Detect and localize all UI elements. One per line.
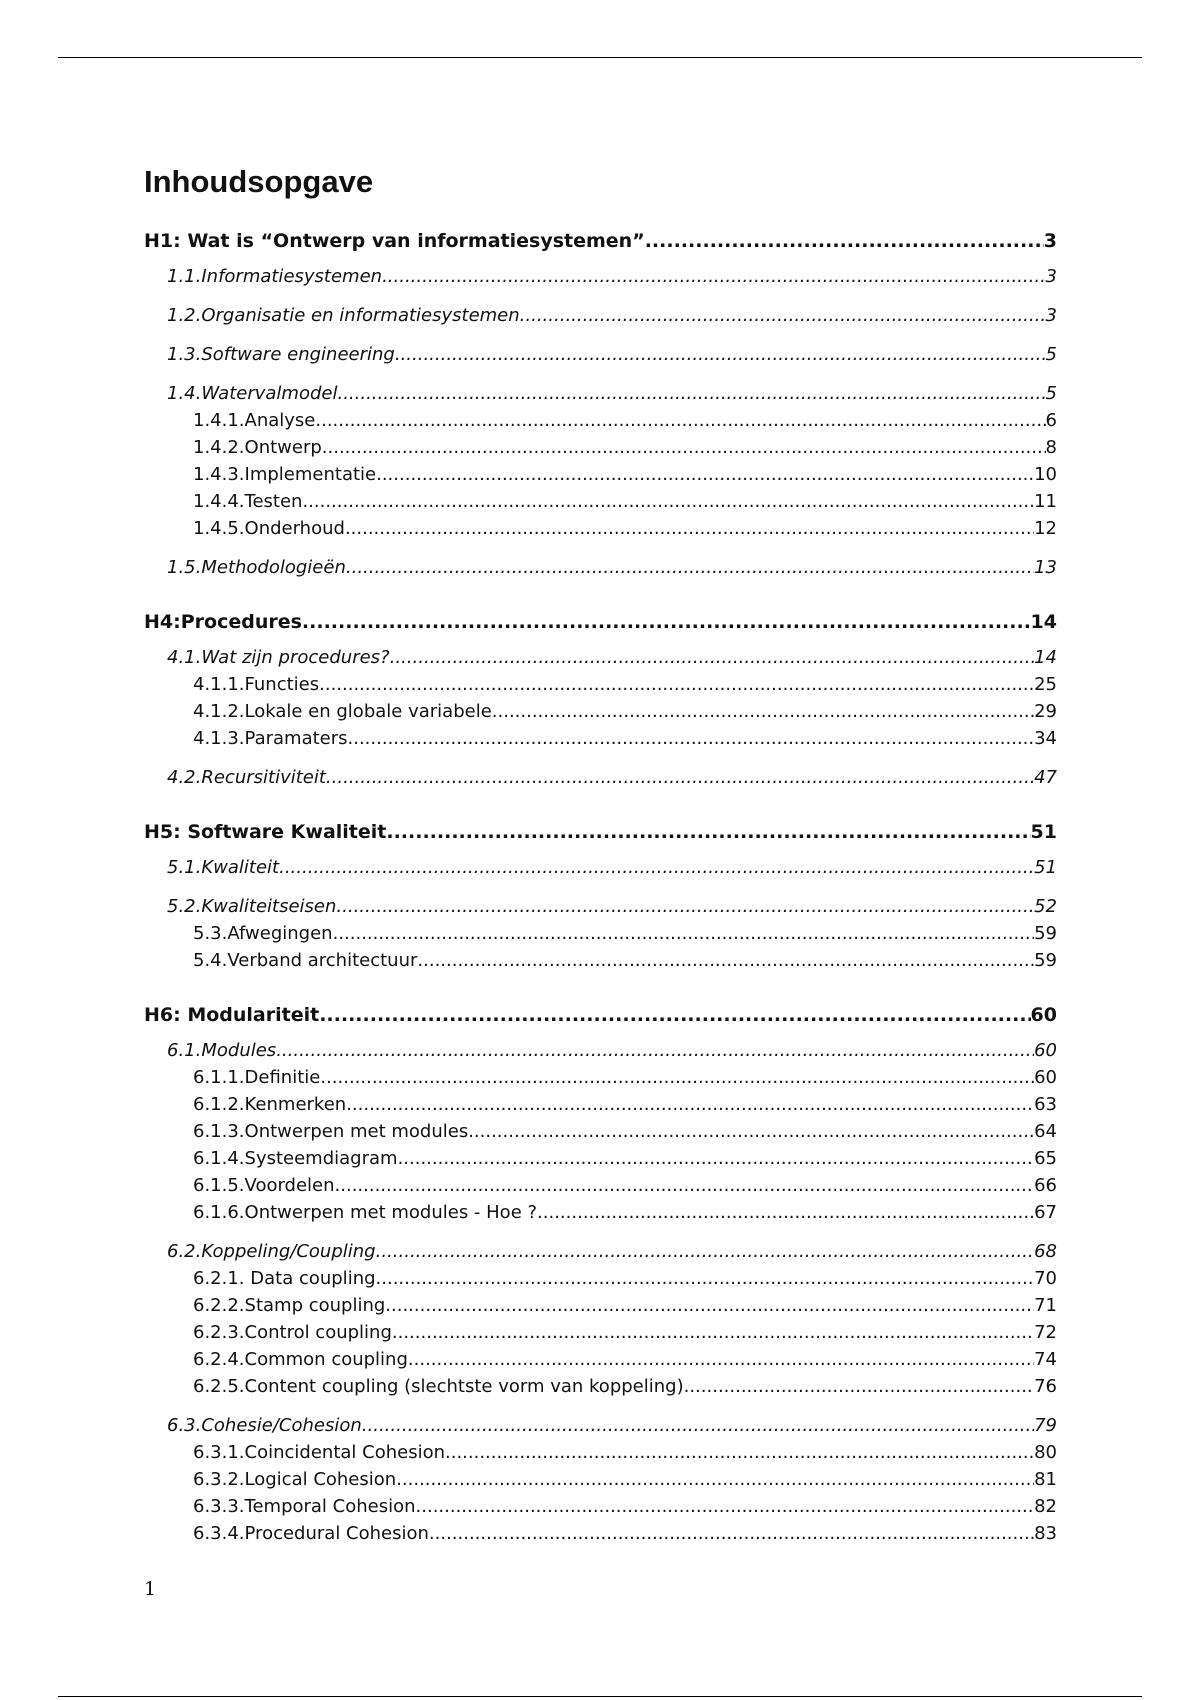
toc-entry-page: 80 xyxy=(1034,1442,1057,1463)
toc-subsection[interactable] xyxy=(144,410,1057,437)
toc-subsection[interactable] xyxy=(144,728,1057,755)
toc-leader-dots xyxy=(684,1376,1034,1397)
toc-entry-label: 1.3.Software engineering xyxy=(167,344,395,365)
page-number: 1 xyxy=(144,1578,157,1600)
toc-entry-page: 59 xyxy=(1034,923,1057,944)
toc-leader-dots xyxy=(492,701,1034,722)
toc-entry-page: 3 xyxy=(1043,230,1057,252)
toc-entry-page: 60 xyxy=(1034,1040,1057,1061)
toc-entry-label: 1.4.1.Analyse xyxy=(193,410,316,431)
toc-subsection[interactable] xyxy=(144,1469,1057,1496)
toc-entry-page: 70 xyxy=(1034,1268,1057,1289)
toc-entry-label: 6.2.4.Common coupling xyxy=(193,1349,408,1370)
toc-chapter[interactable] xyxy=(144,821,1057,847)
toc-leader-dots xyxy=(302,491,1034,512)
toc-leader-dots xyxy=(416,1496,1035,1517)
toc-entry-label: 4.1.Wat zijn procedures? xyxy=(167,647,390,668)
toc-entry-page: 60 xyxy=(1034,1067,1057,1088)
toc-entry-label: 4.1.2.Lokale en globale variabele xyxy=(193,701,492,722)
toc-entry-label: 5.1.Kwaliteit xyxy=(167,857,280,878)
toc-leader-dots xyxy=(345,518,1034,539)
toc-entry-label: 5.4.Verband architectuur xyxy=(193,950,418,971)
toc-entry-label: 6.1.4.Systeemdiagram xyxy=(193,1148,398,1169)
toc-subsection[interactable] xyxy=(144,437,1057,464)
toc-section[interactable] xyxy=(144,266,1057,293)
toc-entry-page: 11 xyxy=(1034,491,1057,512)
toc-entry-label: 6.2.Koppeling/Coupling xyxy=(167,1241,376,1262)
toc-entry-label: 6.2.3.Control coupling xyxy=(193,1322,392,1343)
toc-entry-page: 71 xyxy=(1034,1295,1057,1316)
toc-entry-page: 81 xyxy=(1034,1469,1057,1490)
toc-entry-page: 52 xyxy=(1034,896,1057,917)
toc-entry-page: 66 xyxy=(1034,1175,1057,1196)
toc-entry-label: 1.2.Organisatie en informatiesystemen xyxy=(167,305,520,326)
toc-entry-label: H5: Software Kwaliteit xyxy=(144,821,387,843)
toc-entry-label: 4.2.Recursitiviteit xyxy=(167,767,326,788)
toc-entry-page: 64 xyxy=(1034,1121,1057,1142)
toc-entry-page: 65 xyxy=(1034,1148,1057,1169)
toc-leader-dots xyxy=(392,1322,1034,1343)
toc-entry-label: 1.4.3.Implementatie xyxy=(193,464,377,485)
toc-leader-dots xyxy=(429,1523,1034,1544)
toc-subsection[interactable] xyxy=(144,1094,1057,1121)
toc-entry-page: 76 xyxy=(1034,1376,1057,1397)
toc-entry-page: 13 xyxy=(1034,557,1057,578)
toc-entry-label: 6.1.1.Definitie xyxy=(193,1067,321,1088)
toc-entry-label: 1.4.4.Testen xyxy=(193,491,303,512)
page-title: Inhoudsopgave xyxy=(144,164,374,199)
toc-entry-label: 6.1.6.Ontwerpen met modules - Hoe ? xyxy=(193,1202,538,1223)
toc-leader-dots xyxy=(336,896,1034,917)
toc-entry-label: 1.4.5.Onderhoud xyxy=(193,518,345,539)
toc-chapter[interactable] xyxy=(144,611,1057,637)
toc-subsection[interactable] xyxy=(144,1442,1057,1469)
toc-subsection[interactable] xyxy=(144,1202,1057,1229)
toc-entry-label: 6.3.Cohesie/Cohesion xyxy=(167,1415,362,1436)
toc-leader-dots xyxy=(346,557,1034,578)
toc-entry-page: 10 xyxy=(1034,464,1057,485)
toc-subsection[interactable] xyxy=(144,518,1057,545)
toc-entry-label: 6.3.1.Coincidental Cohesion xyxy=(193,1442,445,1463)
toc-leader-dots xyxy=(417,950,1034,971)
toc-leader-dots xyxy=(398,1148,1035,1169)
toc-entry-page: 79 xyxy=(1034,1415,1057,1436)
toc-subsection[interactable] xyxy=(144,923,1057,950)
toc-entry-label: 6.1.5.Voordelen xyxy=(193,1175,335,1196)
toc-entry-page: 12 xyxy=(1034,518,1057,539)
toc-chapter[interactable] xyxy=(144,1004,1057,1030)
toc-entry-label: 6.2.2.Stamp coupling xyxy=(193,1295,386,1316)
toc-entry-page: 14 xyxy=(1030,611,1057,633)
toc-entry-label: H6: Modulariteit xyxy=(144,1004,320,1026)
toc-entry-label: H4:Procedures xyxy=(144,611,302,633)
toc-entry-label: 6.1.Modules xyxy=(167,1040,277,1061)
toc-entry-page: 5 xyxy=(1045,383,1057,404)
toc-entry-label: 1.4.2.Ontwerp xyxy=(193,437,322,458)
toc-subsection[interactable] xyxy=(144,1148,1057,1175)
toc-subsection[interactable] xyxy=(144,1322,1057,1349)
toc-entry-page: 8 xyxy=(1045,437,1057,458)
toc-subsection[interactable] xyxy=(144,1067,1057,1094)
toc-subsection[interactable] xyxy=(144,1121,1057,1148)
toc-entry-page: 51 xyxy=(1034,857,1057,878)
toc-chapter[interactable] xyxy=(144,230,1057,256)
toc-leader-dots xyxy=(319,1004,1030,1026)
toc-section[interactable] xyxy=(144,383,1057,410)
toc-entry-page: 74 xyxy=(1034,1349,1057,1370)
toc-subsection[interactable] xyxy=(144,1523,1057,1550)
toc-subsection[interactable] xyxy=(144,950,1057,977)
toc-section[interactable] xyxy=(144,857,1057,884)
toc-subsection[interactable] xyxy=(144,701,1057,728)
footer-rule xyxy=(58,1696,1142,1697)
toc-leader-dots xyxy=(468,1121,1034,1142)
toc-entry-page: 29 xyxy=(1034,701,1057,722)
toc-entry-page: 59 xyxy=(1034,950,1057,971)
toc-leader-dots xyxy=(386,821,1030,843)
toc-leader-dots xyxy=(396,1469,1034,1490)
toc-leader-dots xyxy=(335,1175,1035,1196)
toc-section[interactable] xyxy=(144,557,1057,584)
toc-entry-page: 3 xyxy=(1045,305,1057,326)
toc-entry-label: 1.1.Informatiesystemen xyxy=(167,266,383,287)
toc-leader-dots xyxy=(645,230,1044,252)
toc-entry-label: 6.3.3.Temporal Cohesion xyxy=(193,1496,416,1517)
toc-leader-dots xyxy=(537,1202,1034,1223)
toc-leader-dots xyxy=(445,1442,1034,1463)
toc-entry-page: 72 xyxy=(1034,1322,1057,1343)
toc-entry-page: 67 xyxy=(1034,1202,1057,1223)
toc-entry-page: 51 xyxy=(1030,821,1057,843)
toc-entry-page: 63 xyxy=(1034,1094,1057,1115)
toc-entry-label: 4.1.3.Paramaters xyxy=(193,728,348,749)
toc-entry-label: 6.3.2.Logical Cohesion xyxy=(193,1469,397,1490)
toc-section[interactable] xyxy=(144,344,1057,371)
toc-entry-page: 14 xyxy=(1034,647,1057,668)
toc-entry-page: 83 xyxy=(1034,1523,1057,1544)
toc-leader-dots xyxy=(302,611,1031,633)
toc-section[interactable] xyxy=(144,767,1057,794)
toc-entry-page: 6 xyxy=(1045,410,1057,431)
toc-section[interactable] xyxy=(144,1241,1057,1268)
toc-subsection[interactable] xyxy=(144,464,1057,491)
toc-leader-dots xyxy=(385,1295,1034,1316)
toc-entry-label: 1.4.Watervalmodel xyxy=(167,383,338,404)
toc-subsection[interactable] xyxy=(144,1496,1057,1523)
table-of-contents xyxy=(144,230,1057,1550)
toc-entry-page: 5 xyxy=(1045,344,1057,365)
toc-leader-dots xyxy=(337,383,1045,404)
toc-leader-dots xyxy=(276,1040,1034,1061)
toc-entry-label: H1: Wat is “Ontwerp van informatiesystemen” xyxy=(144,230,645,252)
toc-entry-label: 6.3.4.Procedural Cohesion xyxy=(193,1523,429,1544)
toc-leader-dots xyxy=(319,674,1034,695)
toc-leader-dots xyxy=(346,1094,1034,1115)
toc-leader-dots xyxy=(376,1268,1035,1289)
toc-section[interactable] xyxy=(144,896,1057,923)
toc-entry-label: 5.3.Afwegingen xyxy=(193,923,333,944)
toc-entry-label: 6.1.2.Kenmerken xyxy=(193,1094,347,1115)
toc-entry-page: 25 xyxy=(1034,674,1057,695)
toc-leader-dots xyxy=(333,923,1035,944)
toc-entry-label: 6.2.5.Content coupling (slechtste vorm van koppeling) xyxy=(193,1376,684,1397)
toc-entry-label: 1.5.Methodologieën xyxy=(167,557,346,578)
toc-subsection[interactable] xyxy=(144,1376,1057,1403)
header-rule xyxy=(58,57,1142,58)
toc-leader-dots xyxy=(348,728,1035,749)
toc-leader-dots xyxy=(315,410,1045,431)
toc-entry-label: 6.1.3.Ontwerpen met modules xyxy=(193,1121,469,1142)
toc-leader-dots xyxy=(362,1415,1034,1436)
toc-subsection[interactable] xyxy=(144,491,1057,518)
toc-subsection[interactable] xyxy=(144,1349,1057,1376)
toc-entry-page: 47 xyxy=(1034,767,1057,788)
toc-entry-page: 34 xyxy=(1034,728,1057,749)
toc-section[interactable] xyxy=(144,305,1057,332)
toc-entry-label: 5.2.Kwaliteitseisen xyxy=(167,896,337,917)
toc-leader-dots xyxy=(322,437,1046,458)
toc-leader-dots xyxy=(376,464,1034,485)
toc-leader-dots xyxy=(320,1067,1034,1088)
toc-leader-dots xyxy=(326,767,1034,788)
toc-subsection[interactable] xyxy=(144,1268,1057,1295)
toc-leader-dots xyxy=(408,1349,1034,1370)
toc-entry-page: 60 xyxy=(1030,1004,1057,1026)
toc-leader-dots xyxy=(376,1241,1034,1262)
toc-leader-dots xyxy=(395,344,1046,365)
toc-entry-page: 82 xyxy=(1034,1496,1057,1517)
toc-leader-dots xyxy=(279,857,1034,878)
toc-entry-label: 6.2.1. Data coupling xyxy=(193,1268,376,1289)
toc-subsection[interactable] xyxy=(144,1295,1057,1322)
toc-leader-dots xyxy=(390,647,1034,668)
toc-subsection[interactable] xyxy=(144,1175,1057,1202)
toc-leader-dots xyxy=(382,266,1045,287)
toc-leader-dots xyxy=(520,305,1046,326)
toc-entry-page: 68 xyxy=(1034,1241,1057,1262)
toc-entry-label: 4.1.1.Functies xyxy=(193,674,320,695)
toc-section[interactable] xyxy=(144,1415,1057,1442)
toc-section[interactable] xyxy=(144,647,1057,674)
toc-subsection[interactable] xyxy=(144,674,1057,701)
toc-entry-page: 3 xyxy=(1045,266,1057,287)
toc-section[interactable] xyxy=(144,1040,1057,1067)
